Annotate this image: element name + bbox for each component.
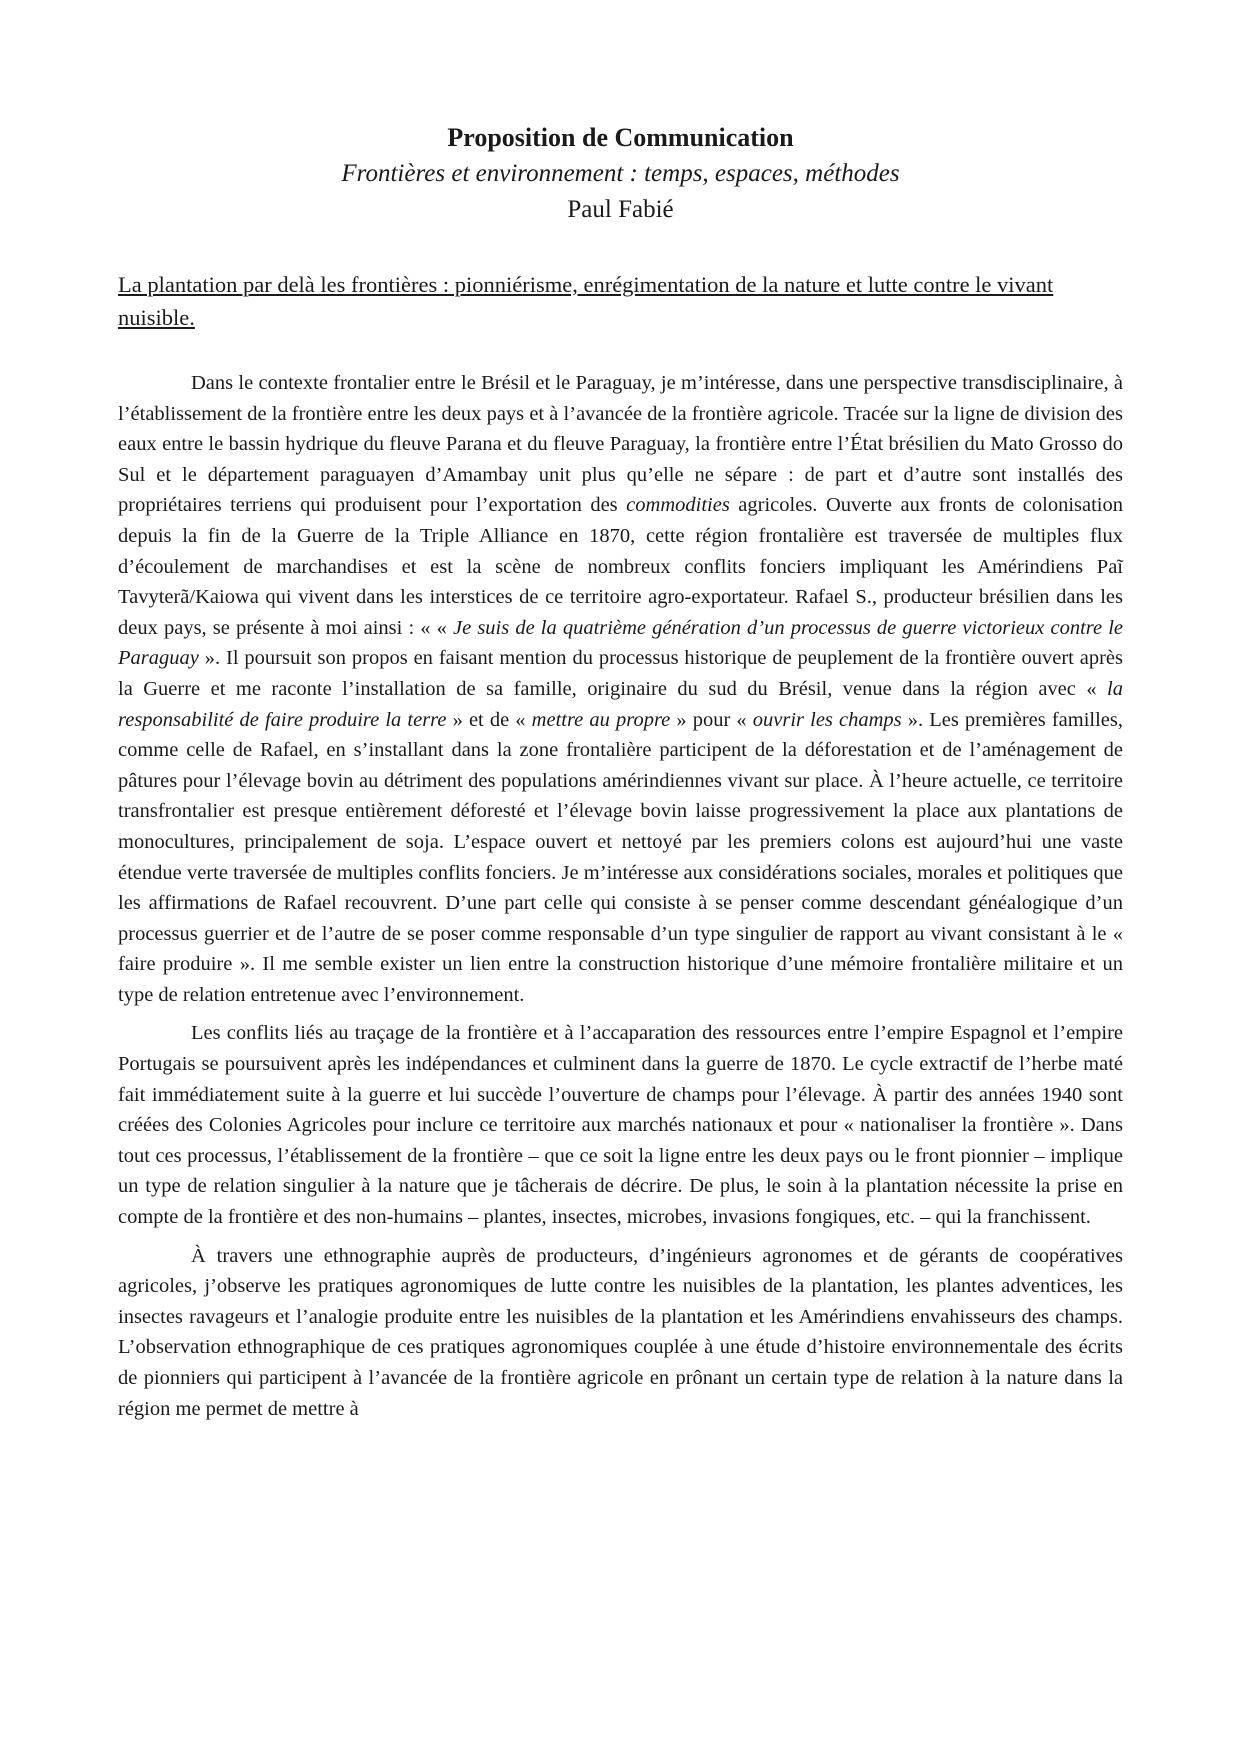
paragraph-1-text-6: ». Les premières familles, comme celle de Rafael, en s’installant dans la zone frontalière participent de la déforestation et de l’aménagement de pâtures pour l’élevage bovin au détriment des populations amérindiennes vivant sur place. À l’heure actuelle, ce territoire transfrontalier est presque entièrement déforesté et l’élevage bovin laisse progressivement la place aux plantations de monocultures, principalement de soja. L’espace ouvert et nettoyé par les premiers colons est aujourd’hui une vaste étendue verte traversée de multiples conflits fonciers. Je m’intéresse aux considérations sociales, morales et politiques que les affirmations de Rafael recouvrent. D’une part celle qui consiste à se penser comme descendant généalogique d’un processus guerrier et de l’autre de se poser comme responsable d’un type singulier de rapport au vivant consistant à le « faire produire ». Il me semble exister un lien entre la construction historique d’une mémoire frontalière militaire et un type de relation entretenue avec l’environnement. [118,708,1124,1006]
document-subtitle: Frontières et environnement : temps, espaces, méthodes [341,160,900,187]
document-body [118,368,1123,1432]
paragraph-1-text-2: agricoles. Ouverte aux fronts de colonisation depuis la fin de la Guerre de la Triple Alliance en 1870, cette région frontalière est traversée de multiples flux d’écoulement de marchandises et est la scène de nombreux conflits fonciers impliquant les Amérindiens Paĩ Tavyterã/Kaiowa qui vivent dans les interstices de ce territoire agro-exportateur. Rafael S., producteur brésilien dans les deux pays, se présente à moi ainsi : « « [118,494,1123,639]
paragraph-1-quote-1: Je suis de la quatrième génération d’un processus de guerre victorieux contre le Paraguay [118,616,1124,670]
paragraph-2: Les conflits liés au traçage de la frontière et à l’accaparation des ressources entre l’empire Espagnol et l’empire Portugais se poursuivent après les indépendances et culminent dans la guerre de 1870. Le cycle extractif de l’herbe maté fait immédiatement suite à la guerre et lui succède l’ouverture de champs pour l’élevage. À partir des années 1940 sont créées des Colonies Agricoles pour inclure ce territoire aux marchés nationaux et pour « nationaliser la frontière ». Dans tout ces processus, l’établissement de la frontière – que ce soit la ligne entre les deux pays ou le front pionnier – implique un type de relation singulier à la nature que je tâcherais de décrire. De plus, le soin à la plantation nécessite la prise en compte de la frontière et des non-humains – plantes, insectes, microbes, invasions fongiques, etc. – qui la franchissent. [118,1022,1123,1229]
paragraph-1-emphasis-1: commodities [626,494,730,517]
paragraph-3: À travers une ethnographie auprès de producteurs, d’ingénieurs agronomes et de gérants de coopératives agricoles, j’observe les pratiques agronomiques de lutte contre les nuisibles de la plantation, les plantes adventices, les insectes ravageurs et l’analogie produite entre les nuisibles de la plantation et les Amérindiens envahisseurs des champs. L’observation ethnographique de ces pratiques agronomiques couplée à une étude d’histoire environnementale des écrits de pionniers qui participent à l’avancée de la frontière agricole en prônant un certain type de relation à la nature dans la région me permet de mettre à [118,1244,1123,1420]
paragraph-1 [118,368,1123,1010]
paragraph-1-text-5: » pour « [670,708,753,731]
paragraph-1-quote-4: ouvrir les champs [752,708,902,731]
paragraph-1-text-1: Dans le contexte frontalier entre le Brésil et le Paraguay, je m’intéresse, dans une perspective transdisciplinaire, à l’établissement de la frontière entre les deux pays et à l’avancée de la frontière agricole. Tracée sur la ligne de division des eaux entre le bassin hydrique du fleuve Parana et du fleuve Paraguay, la frontière entre l’État brésilien du Mato Grosso do Sul et le département paraguayen d’Amambay unit plus qu’elle ne sépare : de part et d’autre sont installés des propriétaires terriens qui produisent pour l’exportation des [118,372,1123,517]
document-author: Paul Fabié [567,196,674,223]
document-header [0,120,1241,228]
paragraph-1-quote-2: la responsabilité de faire produire la terre [118,677,1123,731]
paragraph-1-quote-3: mettre au propre [531,708,671,731]
section-title: La plantation par delà les frontières : pionniérisme, enrégimentation de la nature et lutte contre le vivant nuisible. [118,272,1054,330]
document-title: Proposition de Communication [447,123,794,152]
paragraph-1-text-4: » et de « [446,708,532,731]
paragraph-1-text-3: ». Il poursuit son propos en faisant mention du processus historique de peuplement de la frontière ouvert après la Guerre et me raconte l’installation de sa famille, originaire du sud du Brésil, venue dans la région avec « [118,647,1123,700]
